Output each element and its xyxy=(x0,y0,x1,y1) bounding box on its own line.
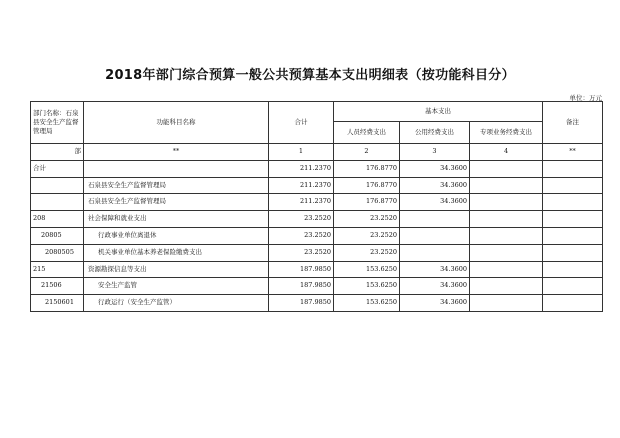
code-cell: 208 xyxy=(31,211,84,228)
public-cell: 34.3600 xyxy=(400,177,470,194)
remark-cell xyxy=(543,177,603,194)
total-cell: 187.9850 xyxy=(269,295,334,312)
special-cell xyxy=(470,295,543,312)
code-cell: 20805 xyxy=(31,227,84,244)
personnel-cell: 153.6250 xyxy=(334,295,400,312)
public-cell: 34.3600 xyxy=(400,295,470,312)
function-name-cell: 机关事业单位基本养老保险缴费支出 xyxy=(84,244,269,261)
code-cell: 合计 xyxy=(31,160,84,177)
index-cell: 4 xyxy=(470,144,543,161)
code-cell: 2080505 xyxy=(31,244,84,261)
header-dept: 部门名称：石泉县安全生产监督管理局 xyxy=(31,102,84,144)
personnel-cell: 23.2520 xyxy=(334,211,400,228)
remark-cell xyxy=(543,261,603,278)
function-name-cell: 行政事业单位离退休 xyxy=(84,227,269,244)
table-row xyxy=(31,295,603,312)
function-name-cell: 安全生产监管 xyxy=(84,278,269,295)
personnel-cell: 176.8770 xyxy=(334,194,400,211)
table-row xyxy=(31,211,603,228)
remark-cell xyxy=(543,211,603,228)
header-total: 合计 xyxy=(269,102,334,144)
table-row xyxy=(31,227,603,244)
public-cell: 34.3600 xyxy=(400,194,470,211)
function-name-cell: 社会保障和就业支出 xyxy=(84,211,269,228)
remark-cell xyxy=(543,227,603,244)
special-cell xyxy=(470,177,543,194)
code-cell xyxy=(31,177,84,194)
header-remark: 备注 xyxy=(543,102,603,144)
index-cell: 部 xyxy=(31,144,84,161)
special-cell xyxy=(470,261,543,278)
special-cell xyxy=(470,227,543,244)
total-cell: 23.2520 xyxy=(269,244,334,261)
special-cell xyxy=(470,244,543,261)
table-row xyxy=(31,194,603,211)
special-cell xyxy=(470,194,543,211)
function-name-cell: 资源勘探信息等支出 xyxy=(84,261,269,278)
function-name-cell: 石泉县安全生产监督管理局 xyxy=(84,194,269,211)
personnel-cell: 23.2520 xyxy=(334,244,400,261)
header-function: 功能科目名称 xyxy=(84,102,269,144)
remark-cell xyxy=(543,160,603,177)
function-name-cell xyxy=(84,160,269,177)
special-cell xyxy=(470,278,543,295)
function-name-cell: 石泉县安全生产监督管理局 xyxy=(84,177,269,194)
code-cell: 215 xyxy=(31,261,84,278)
page-title: 2018年部门综合预算一般公共预算基本支出明细表（按功能科目分） xyxy=(105,68,515,83)
unit-label: 单位：万元 xyxy=(569,94,602,102)
index-cell: ** xyxy=(84,144,269,161)
total-cell: 187.9850 xyxy=(269,278,334,295)
table-row xyxy=(31,278,603,295)
personnel-cell: 23.2520 xyxy=(334,227,400,244)
function-name-cell: 行政运行（安全生产监管） xyxy=(84,295,269,312)
index-cell: 3 xyxy=(400,144,470,161)
header-personnel: 人员经费支出 xyxy=(334,122,400,144)
public-cell: 34.3600 xyxy=(400,278,470,295)
public-cell: 34.3600 xyxy=(400,160,470,177)
table-row xyxy=(31,177,603,194)
remark-cell xyxy=(543,295,603,312)
budget-table xyxy=(30,101,603,312)
personnel-cell: 176.8770 xyxy=(334,177,400,194)
code-cell xyxy=(31,194,84,211)
index-cell: 2 xyxy=(334,144,400,161)
header-special: 专项业务经费支出 xyxy=(470,122,543,144)
code-cell: 21506 xyxy=(31,278,84,295)
public-cell xyxy=(400,227,470,244)
remark-cell xyxy=(543,244,603,261)
remark-cell xyxy=(543,194,603,211)
header-public: 公用经费支出 xyxy=(400,122,470,144)
table-row xyxy=(31,261,603,278)
total-cell: 23.2520 xyxy=(269,227,334,244)
index-cell: 1 xyxy=(269,144,334,161)
personnel-cell: 176.8770 xyxy=(334,160,400,177)
table-row xyxy=(31,160,603,177)
remark-cell xyxy=(543,278,603,295)
public-cell xyxy=(400,244,470,261)
special-cell xyxy=(470,211,543,228)
total-cell: 211.2370 xyxy=(269,194,334,211)
total-cell: 23.2520 xyxy=(269,211,334,228)
table-row xyxy=(31,244,603,261)
personnel-cell: 153.6250 xyxy=(334,278,400,295)
index-cell: ** xyxy=(543,144,603,161)
total-cell: 211.2370 xyxy=(269,160,334,177)
special-cell xyxy=(470,160,543,177)
total-cell: 187.9850 xyxy=(269,261,334,278)
header-basic: 基本支出 xyxy=(334,102,543,122)
public-cell: 34.3600 xyxy=(400,261,470,278)
code-cell: 2150601 xyxy=(31,295,84,312)
public-cell xyxy=(400,211,470,228)
personnel-cell: 153.6250 xyxy=(334,261,400,278)
index-row xyxy=(31,144,603,161)
total-cell: 211.2370 xyxy=(269,177,334,194)
